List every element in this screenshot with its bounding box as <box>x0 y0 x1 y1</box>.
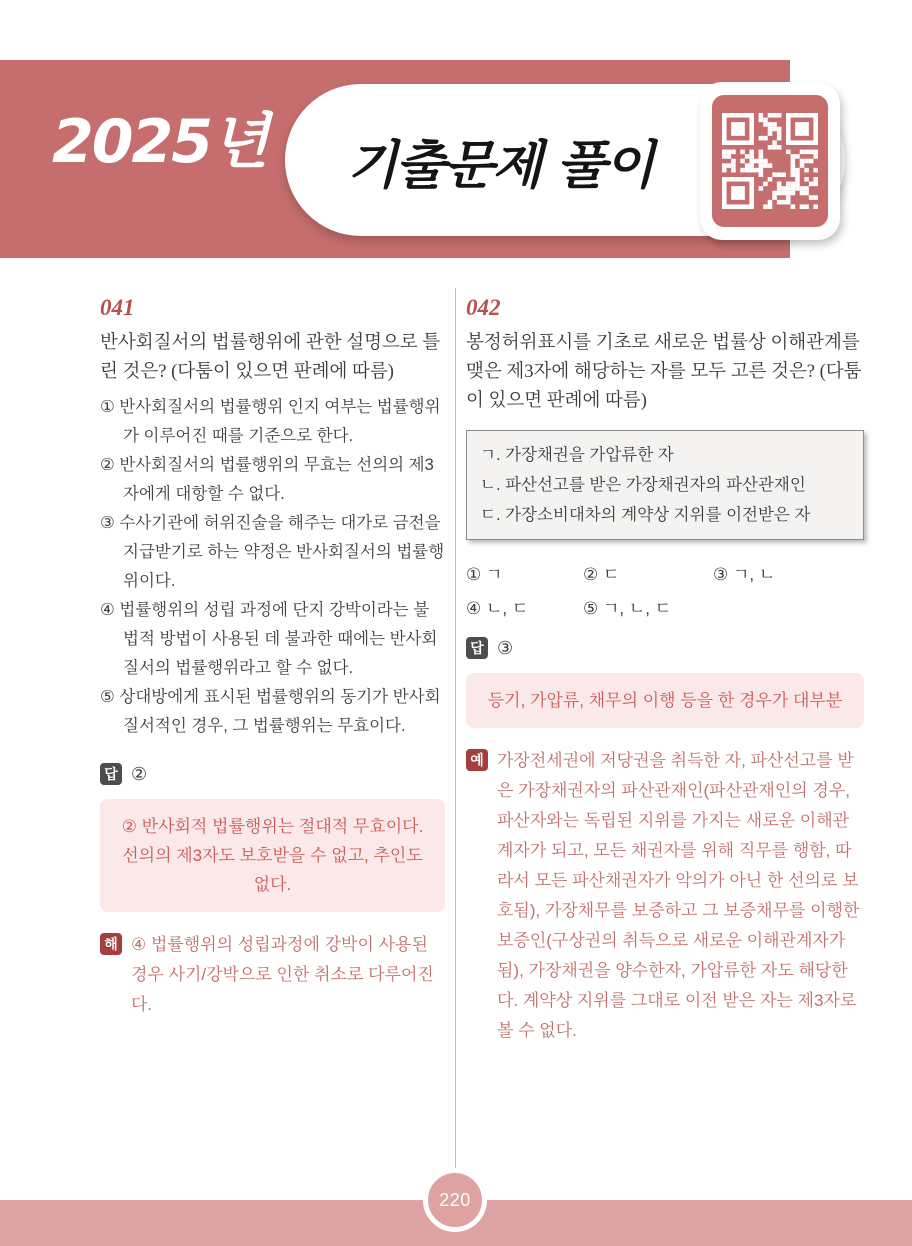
answer-badge: 답 <box>100 763 122 785</box>
example-text: 가장전세권에 저당권을 취득한 자, 파산선고를 받은 가장채권자의 파산관재인(파산관재인의 경우, 파산자와는 독립된 지위를 가지는 새로운 이해관계자가 되고, 모든 채권자를 위해 직무를 행함, 따라서 모든 파산채권자가 악의가 아닌 한 선의로 보호됨), 가장채무를 보증하고 그 보증채무를 이행한 보증인(구상권의 취득으로 새로운 이해관계자가 됨), 가장채권을 양수한자, 가압류한 자도 해당한다. 계약상 지위를 그대로 이전 받은 자는 제3자로 볼 수 없다. <box>497 751 860 1040</box>
question-text: 봉정허위표시를 기초로 새로운 법률상 이해관계를 맺은 제3자에 해당하는 자를 모두 고른 것은? (다툼이 있으면 판례에 따름) <box>466 333 862 411</box>
item-box <box>466 430 864 540</box>
option-1: ① ㄱ <box>466 565 503 584</box>
answer-value: ② <box>131 763 148 784</box>
note-box: 등기, 가압류, 채무의 이행 등을 한 경우가 대부분 <box>466 673 864 728</box>
item-n: ㄴ. 파산선고를 받은 가장채권자의 파산관재인 <box>480 476 806 494</box>
option-3: ③ ㄱ, ㄴ <box>713 565 776 584</box>
choice-5: ⑤ 상대방에게 표시된 법률행위의 동기가 반사회질서적인 경우, 그 법률행위는 무효이다. <box>100 688 441 735</box>
answer-badge: 답 <box>466 637 488 659</box>
choice-list <box>100 393 445 741</box>
qr-card <box>700 82 840 240</box>
qr-code-icon <box>722 113 818 209</box>
choice-1: ① 반사회질서의 법률행위 인지 여부는 법률행위가 이루어진 때를 기준으로 한다. <box>100 398 441 445</box>
option-grid <box>466 560 864 619</box>
answer-row <box>466 637 864 659</box>
question-042-column <box>466 295 864 1046</box>
explanation-row <box>100 930 445 1020</box>
page-number-badge <box>423 1168 487 1232</box>
explanation-text: ④ 법률행위의 성립과정에 강박이 사용된 경우 사기/강박으로 인한 취소로 다루어진다. <box>131 935 434 1014</box>
answer-value: ③ <box>497 637 514 658</box>
item-g: ㄱ. 가장채권을 가압류한 자 <box>480 446 674 464</box>
question-041-column <box>100 295 445 1020</box>
qr-frame <box>712 95 828 227</box>
option-row-2 <box>466 594 864 619</box>
question-number: 042 <box>466 295 501 320</box>
answer-row <box>100 763 445 785</box>
choice-2: ② 반사회질서의 법률행위의 무효는 선의의 제3자에게 대항할 수 없다. <box>100 456 434 503</box>
page-number: 220 <box>439 1189 471 1210</box>
option-4: ④ ㄴ, ㄷ <box>466 599 529 618</box>
year-label: 2025년 <box>52 107 267 177</box>
question-text: 반사회질서의 법률행위에 관한 설명으로 틀린 것은? (다툼이 있으면 판례에 따름) <box>100 333 441 382</box>
example-row <box>466 746 864 1046</box>
page-title: 기출문제 풀이 <box>347 135 653 196</box>
item-d: ㄷ. 가장소비대차의 계약상 지위를 이전받은 자 <box>480 506 811 524</box>
option-2: ② ㄷ <box>583 565 620 584</box>
question-number: 041 <box>100 295 135 320</box>
example-badge: 예 <box>466 749 488 771</box>
choice-3: ③ 수사기관에 허위진술을 해주는 대가로 금전을 지급받기로 하는 약정은 반사회질서의 법률행위이다. <box>100 514 445 590</box>
note-box: ② 반사회적 법률행위는 절대적 무효이다. 선의의 제3자도 보호받을 수 없고, 추인도 없다. <box>100 799 445 912</box>
choice-4: ④ 법률행위의 성립 과정에 단지 강박이라는 불법적 방법이 사용된 데 불과한 때에는 반사회질서의 법률행위라고 할 수 없다. <box>100 601 438 677</box>
column-divider <box>455 288 456 1170</box>
explanation-badge: 해 <box>100 933 122 955</box>
option-5: ⑤ ㄱ, ㄴ, ㄷ <box>583 599 672 618</box>
option-row-1 <box>466 560 864 585</box>
